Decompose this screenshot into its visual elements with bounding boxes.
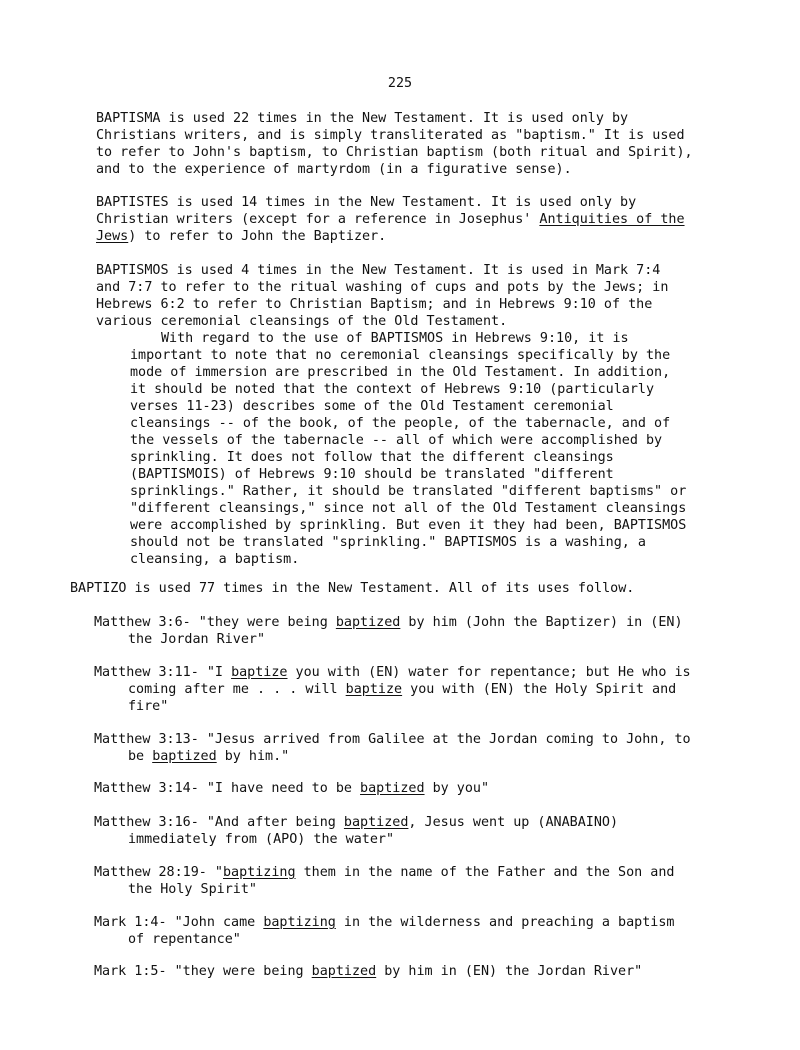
text-segment: them in the name of the Father and the Son and bbox=[295, 865, 675, 880]
text-line: to refer to John's baptism, to Christian baptism (both ritual and Spirit), bbox=[96, 145, 693, 160]
text-line: "different cleansings," since not all of the Old Testament cleansings bbox=[130, 501, 687, 516]
emphasized-word: baptizing bbox=[223, 865, 296, 880]
verse-entry bbox=[94, 963, 642, 980]
baptismos-paragraph bbox=[96, 262, 668, 330]
baptistes-paragraph bbox=[96, 194, 685, 245]
text-segment: , Jesus went up (ANABAINO) bbox=[408, 815, 619, 830]
verse-line bbox=[128, 748, 691, 765]
text-segment: by him." bbox=[216, 749, 290, 764]
text-line: and to the experience of martyrdom (in a figurative sense). bbox=[96, 162, 572, 177]
text-segment: by him in (EN) the Jordan River" bbox=[376, 964, 643, 979]
text-segment: by him (John the Baptizer) in (EN) bbox=[400, 615, 683, 630]
verse-line: fire" bbox=[128, 699, 169, 714]
verse-entry bbox=[94, 780, 489, 797]
book-title: Jews bbox=[96, 229, 129, 244]
verse-line bbox=[94, 664, 691, 681]
text-line: verses 11-23) describes some of the Old Testament ceremonial bbox=[130, 399, 614, 414]
emphasized-word: baptized bbox=[343, 815, 409, 830]
text-segment: Mark 1:4- "John came bbox=[94, 915, 264, 930]
baptisma-paragraph bbox=[96, 110, 693, 178]
text-segment: in the wilderness and preaching a baptism bbox=[335, 915, 675, 930]
emphasized-word: baptize bbox=[345, 682, 403, 697]
text-line: BAPTISMA is used 22 times in the New Testament. It is used only by bbox=[96, 111, 629, 126]
emphasized-word: baptized bbox=[360, 781, 425, 796]
baptismos-note bbox=[130, 330, 686, 568]
verse-line: Matthew 3:13- "Jesus arrived from Galilee at the Jordan coming to John, to bbox=[94, 732, 691, 747]
verse-line bbox=[94, 864, 674, 881]
emphasized-word: baptized bbox=[152, 749, 217, 764]
verse-line bbox=[94, 963, 642, 980]
text-line: BAPTISMOS is used 4 times in the New Testament. It is used in Mark 7:4 bbox=[96, 263, 661, 278]
verse-line: the Jordan River" bbox=[128, 632, 266, 647]
text-segment: by you" bbox=[424, 781, 490, 796]
text-line: mode of immersion are prescribed in the Old Testament. In addition, bbox=[130, 365, 671, 380]
verse-entry bbox=[94, 731, 691, 765]
text-line: With regard to the use of BAPTISMOS in Hebrews 9:10, it is bbox=[161, 331, 629, 346]
verse-entry bbox=[94, 814, 618, 848]
verse-line bbox=[94, 780, 489, 797]
text-line: (BAPTISMOIS) of Hebrews 9:10 should be translated "different bbox=[130, 467, 614, 482]
text-line: cleansing, a baptism. bbox=[130, 552, 300, 567]
verse-line bbox=[94, 814, 618, 831]
text-line: various ceremonial cleansings of the Old Testament. bbox=[96, 314, 508, 329]
text-line: BAPTISTES is used 14 times in the New Testament. It is used only by bbox=[96, 195, 637, 210]
verse-line: immediately from (APO) the water" bbox=[128, 832, 395, 847]
text-line: should not be translated "sprinkling." BAPTISMOS is a washing, a bbox=[130, 535, 646, 550]
text-segment: coming after me . . . will bbox=[128, 682, 346, 697]
text-line: cleansings -- of the book, of the people, of the tabernacle, and of bbox=[130, 416, 671, 431]
text-segment: be bbox=[128, 749, 153, 764]
text-line: the vessels of the tabernacle -- all of which were accomplished by bbox=[130, 433, 663, 448]
verse-line bbox=[94, 614, 683, 631]
text-segment: Matthew 3:11- "I bbox=[94, 665, 232, 680]
text-segment: you with (EN) the Holy Spirit and bbox=[402, 682, 677, 697]
text-segment: Mark 1:5- "they were being bbox=[94, 964, 312, 979]
text-segment: Matthew 3:16- "And after being bbox=[94, 815, 344, 830]
text-line: it should be noted that the context of Hebrews 9:10 (particularly bbox=[130, 382, 655, 397]
text-line: Hebrews 6:2 to refer to Christian Baptism; and in Hebrews 9:10 of the bbox=[96, 297, 653, 312]
text-line: were accomplished by sprinkling. But even it they had been, BAPTISMOS bbox=[130, 518, 687, 533]
text-segment: Matthew 28:19- " bbox=[94, 865, 223, 880]
baptizo-intro: BAPTIZO is used 77 times in the New Testament. All of its uses follow. bbox=[70, 581, 635, 596]
verse-line bbox=[128, 681, 691, 698]
verse-line bbox=[94, 914, 674, 931]
text-segment: ) to refer to John the Baptizer. bbox=[128, 229, 387, 244]
text-line: sprinklings." Rather, it should be translated "different baptisms" or bbox=[130, 484, 687, 499]
emphasized-word: baptized bbox=[335, 615, 401, 630]
verse-entry bbox=[94, 914, 674, 948]
text-line: important to note that no ceremonial cleansings specifically by the bbox=[130, 348, 671, 363]
text-line bbox=[96, 228, 685, 245]
text-line: Christians writers, and is simply transliterated as "baptism." It is used bbox=[96, 128, 685, 143]
text-line: and 7:7 to refer to the ritual washing of cups and pots by the Jews; in bbox=[96, 280, 669, 295]
verse-entry bbox=[94, 614, 683, 648]
verse-line: the Holy Spirit" bbox=[128, 882, 257, 897]
text-line bbox=[96, 211, 685, 228]
book-title: Antiquities of the bbox=[539, 212, 685, 227]
text-line: sprinkling. It does not follow that the different cleansings bbox=[130, 450, 614, 465]
text-segment: Christian writers (except for a reference in Josephus' bbox=[96, 212, 540, 227]
emphasized-word: baptize bbox=[231, 665, 288, 680]
verse-entry bbox=[94, 664, 691, 715]
emphasized-word: baptizing bbox=[263, 915, 336, 930]
text-segment: you with (EN) water for repentance; but He who is bbox=[287, 665, 691, 680]
verse-entry bbox=[94, 864, 674, 898]
text-segment: Matthew 3:6- "they were being bbox=[94, 615, 336, 630]
verse-line: of repentance" bbox=[128, 932, 241, 947]
text-segment: Matthew 3:14- "I have need to be bbox=[94, 781, 361, 796]
page-number: 225 bbox=[387, 76, 413, 91]
emphasized-word: baptized bbox=[311, 964, 377, 979]
